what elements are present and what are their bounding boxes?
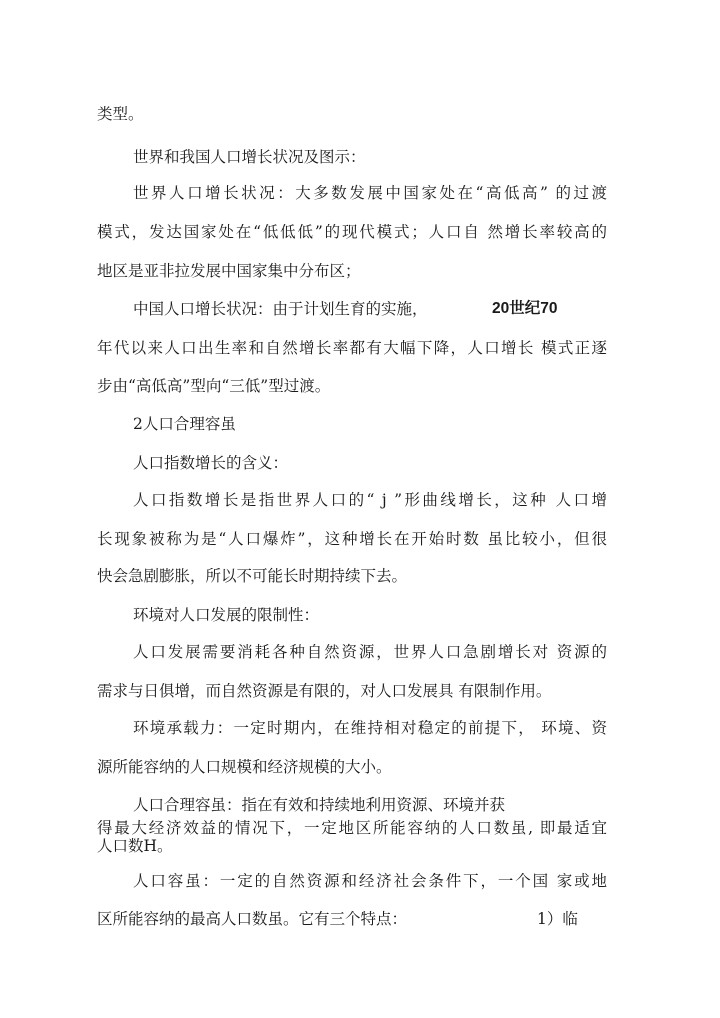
text-line: 长现象被称为是“人口爆炸”，这种增长在开始时数 虽比较小，但很 <box>97 530 607 548</box>
text-line: 源所能容纳的人口规模和经济规模的大小。 <box>97 758 392 776</box>
text-line: 类型。 <box>97 105 144 123</box>
text-line: 人口指数增长是指世界人口的“ j ”形曲线增长，这种 人口增 <box>133 491 607 509</box>
text-line: 环境对人口发展的限制性： <box>133 606 320 624</box>
text-line: 世界和我国人口增长状况及图示： <box>133 148 366 166</box>
text-line: 快会急剧膨胀，所以不可能长时期持续下去。 <box>97 567 408 585</box>
section-heading: 2人口合理容虽 <box>133 415 236 433</box>
text-line: 人口指数增长的含义： <box>133 454 289 472</box>
text-line: 人口发展需要消耗各种自然资源，世界人口急剧增长对 资源的 <box>133 643 607 661</box>
text-line: 得最大经济效益的情况下，一定地区所能容纳的人口数虽, 即最适宜 <box>97 819 607 837</box>
text-line: 区所能容纳的最高人口数虽。它有三个特点： <box>97 910 408 928</box>
text-line: 世界人口增长状况：大多数发展中国家处在“高低高” 的过渡 <box>133 184 607 202</box>
text-line: 环境承载力：一定时期内，在维持相对稳定的前提下， 环境、资 <box>133 719 607 737</box>
text-line: 需求与日俱增，而自然资源是有限的，对人口发展具 有限制作用。 <box>97 682 552 700</box>
text-line-fragment: 20世纪70 <box>492 300 558 317</box>
text-line-fragment: 1）临 <box>537 910 578 928</box>
text-line: 人口容虽：一定的自然资源和经济社会条件下，一个国 家或地 <box>133 872 607 890</box>
text-line: 中国人口增长状况：由于计划生育的实施， <box>133 300 428 318</box>
text-line: 步由“高低高”型向“三低”型过渡。 <box>97 377 331 395</box>
text-line: 人口数H。 <box>97 837 173 855</box>
text-line: 模式，发达国家处在“低低低”的现代模式；人口自 然增长率较高的 <box>97 223 607 241</box>
text-line: 地区是亚非拉发展中国家集中分布区； <box>97 262 361 280</box>
text-line: 人口合理容虽：指在有效和持续地利用资源、环境并获 <box>133 796 506 814</box>
text-line: 年代以来人口出生率和自然增长率都有大幅下降，人口增长 模式正逐 <box>97 339 607 357</box>
